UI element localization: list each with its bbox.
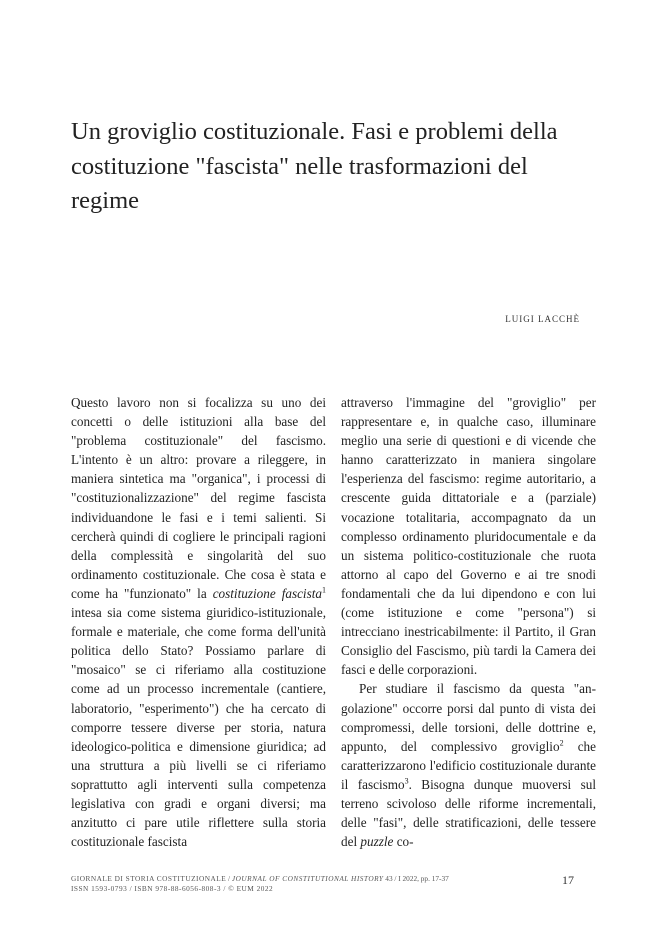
author-name: LUIGI LACCHÈ xyxy=(505,314,580,324)
left-paragraph xyxy=(71,393,326,851)
journal-line xyxy=(71,874,449,884)
journal-title-en: JOURNAL OF CONSTITUTIONAL HISTORY xyxy=(231,874,384,883)
article-title: Un groviglio costituzionale. Fasi e problemi della costituzione "fascista" nelle trasformazioni del regime xyxy=(71,118,558,214)
right-text-d: co- xyxy=(393,834,414,850)
issn-line: ISSN 1593-0793 / ISBN 978-88-6056-808-3 / © EUM 2022 xyxy=(71,884,274,893)
footnote-ref-3[interactable]: 3 xyxy=(404,776,409,786)
footnote-ref-2[interactable]: 2 xyxy=(559,738,564,748)
journal-issue: 43 / I 2022, pp. 17-37 xyxy=(383,874,449,883)
footnote-ref-1[interactable]: 1 xyxy=(322,585,326,595)
left-text-a: Questo lavoro non si focalizza su uno dei concetti o delle istituzioni alla base del "problema costituzionale" del fascismo. L'intento è un altro: provare a rileggere, in maniera sintetica ma "organica", i processi di "costituzionalizzazione" del regime fascista individuandone le fasi e i temi salienti. Si cercherà quindi di cogliere le principali ragioni della complessità e singolarità del suo ordinamento costituzionale. Che cosa è stata e come ha "funzionato" la xyxy=(71,395,326,601)
page-footer xyxy=(71,874,449,894)
page-number: 17 xyxy=(562,873,574,887)
italic-term: costituzione fascista xyxy=(212,585,322,601)
right-paragraph-2 xyxy=(341,679,596,851)
journal-title-it: GIORNALE DI STORIA COSTITUZIONALE xyxy=(71,874,227,883)
right-paragraph-1: attraverso l'immagine del "groviglio" per rappresentare e, in qualche caso, illuminare meglio una serie di questioni e di vicende che hanno caratterizzato in maniera singolare l'esperienza del fascismo: regime autoritario, a crescente guida dittatoriale e a (parziale) vocazione totalitaria, accompagnato da un complesso ordinamento pluridocumentale e da un sistema politico-costituzionale che ruota attorno al capo del Governo e ai tre snodi fondamentali che da lui dipendono e con lui (come istituzione e come "persona") si intrecciano inestricabilmente: il Partito, il Gran Consiglio del Fascismo, più tardi la Camera dei fasci e delle corporazioni. xyxy=(341,395,596,678)
right-column xyxy=(341,393,596,851)
journal-separator: / xyxy=(226,874,232,883)
right-text-b: che caratterizzarono l'edificio costituzionale durante il fascismo xyxy=(341,738,596,792)
right-text-a: Per studiare il fascismo da questa "angolazione" occorre porsi dal punto di vista dei compromessi, delle torsioni, delle dottrine e, appunto, del complessivo groviglio xyxy=(341,681,596,754)
left-column xyxy=(71,393,326,851)
italic-puzzle: puzzle xyxy=(360,834,394,850)
right-text-c: . Bisogna dunque muoversi sul terreno scivoloso delle riforme incrementali, delle "fasi", delle stratificazioni, delle tessere del xyxy=(341,776,596,850)
left-text-b: intesa sia come sistema giuridico-istituzionale, formale e materiale, che come forma dell'unità politica dello Stato? Possiamo parlare di "mosaico" se ci riferiamo alla costituzione come ad un processo incrementale (cantiere, laboratorio, "esperimento") che ha cercato di comporre tessere diverse per storia, natura ideologico-politica e dimensione giuridica; ad una struttura a più livelli se ci riferiamo soprattutto agli interventi sulla competenza legislativa con gradi e organi diversi; ma anzitutto ci pare utile riflettere sulla storia costituzionale fascista xyxy=(71,605,326,850)
